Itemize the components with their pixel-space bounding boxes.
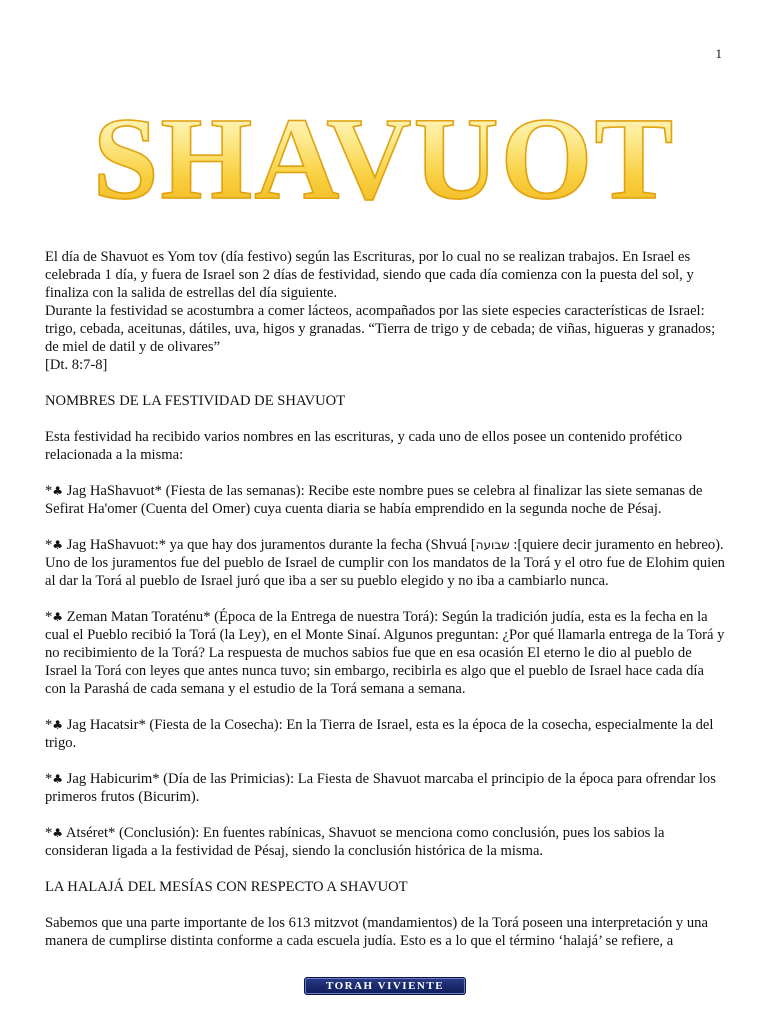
- intro-paragraph: El día de Shavuot es Yom tov (día festivo) según las Escrituras, por lo cual no se realizan trabajos. En Israel es celebrada 1 día, y fuera de Israel son 2 días de festividad, siendo que cada día comienza con la puesta del sol, y finaliza con la salida de estrellas del día siguiente.: [45, 249, 694, 301]
- club-icon: ♣: [52, 538, 64, 552]
- list-item-text: :[quiere decir juramento en hebreo). Uno de los juramentos fue del pueblo de Israel de cumplir con los mandatos de la Torá y el otro fue de Elohim quien al dar la Torá al pueblo de Israel juró que iba a ser su pueblo elegido y no iba a cambiarlo nunca.: [45, 537, 725, 589]
- list-item-text: Zeman Matan Toraténu* (Época de la Entrega de nuestra Torá): Según la tradición judía, esta es la fecha en la cual el Pueblo recibió la Torá (la Ley), en el Monte Sinaí. Algunos preguntan: ¿Por qué llamarla entrega de la Torá y no recibimiento de la Torá? La respuesta de muchos sabios fue que en esa ocasión El eterno le dio al pueblo de Israel la Torá con leyes que antes nunca tuvo; sin embargo, recibirla es algo que el pueblo de Israel hace cada día con la Parashá de cada semana y el estudio de la Torá semana a semana.: [45, 609, 725, 697]
- section-heading-halaja: LA HALAJÁ DEL MESÍAS CON RESPECTO A SHAVUOT: [45, 879, 408, 895]
- club-icon: ♣: [52, 610, 64, 624]
- hebrew-word: שבועה: [475, 538, 510, 552]
- bullet-asterisk: *: [45, 717, 53, 733]
- document-body: [45, 248, 725, 950]
- bullet-asterisk: *: [45, 609, 53, 625]
- names-intro-paragraph: Esta festividad ha recibido varios nombres en las escrituras, y cada uno de ellos posee un contenido profético relacionada a la misma:: [45, 429, 683, 463]
- list-item: [45, 482, 725, 518]
- scripture-reference: [Dt. 8:7-8]: [45, 357, 108, 373]
- list-item-text: Jag HaShavuot* (Fiesta de las semanas): Recibe este nombre pues se celebra al finalizar las siete semanas de Sefirat Ha'omer (Cuenta del Omer) cuya cuenta diaria se había emprendido en la segunda noche de Pésaj.: [45, 483, 703, 517]
- customs-paragraph: Durante la festividad se acostumbra a comer lácteos, acompañados por las siete especies características de Israel: trigo, cebada, aceitunas, dátiles, uva, higos y granadas. “Tierra de trigo y de cebada; de viñas, higueras y granados; de miel de datil y de olivares”: [45, 303, 716, 355]
- bullet-asterisk: *: [45, 537, 53, 553]
- club-icon: ♣: [52, 826, 64, 840]
- list-item-text: Jag Habicurim* (Día de las Primicias): La Fiesta de Shavuot marcaba el principio de la época para ofrendar los primeros frutos (Bicurim).: [45, 771, 716, 805]
- list-item-text: Jag Hacatsir* (Fiesta de la Cosecha): En la Tierra de Israel, esta es la época de la cosecha, especialmente la del trigo.: [45, 717, 714, 751]
- bullet-asterisk: *: [45, 825, 53, 841]
- list-item: [45, 770, 725, 806]
- footer-logo: TORAH VIVIENTE: [304, 977, 466, 995]
- list-item: [45, 716, 725, 752]
- halaja-paragraph: Sabemos que una parte importante de los 613 mitzvot (mandamientos) de la Torá poseen una interpretación y una manera de cumplirse distinta conforme a cada escuela judía. Esto es a lo que el término ‘halajá’ se refiere, a: [45, 915, 708, 949]
- page-number: 1: [715, 46, 722, 61]
- list-item: [45, 608, 725, 698]
- page-title: SHAVUOT: [0, 100, 768, 218]
- list-item: [45, 536, 725, 590]
- section-heading-names: NOMBRES DE LA FESTIVIDAD DE SHAVUOT: [45, 393, 346, 409]
- bullet-asterisk: *: [45, 771, 53, 787]
- club-icon: ♣: [52, 484, 64, 498]
- club-icon: ♣: [52, 718, 64, 732]
- list-item: [45, 824, 725, 860]
- list-item-text: Jag HaShavuot:* ya que hay dos juramentos durante la fecha (Shvuá [: [66, 537, 476, 553]
- bullet-asterisk: *: [45, 483, 53, 499]
- club-icon: ♣: [52, 772, 64, 786]
- list-item-text: Atséret* (Conclusión): En fuentes rabínicas, Shavuot se menciona como conclusión, pues los sabios la consideran ligada a la festividad de Pésaj, siendo la conclusión histórica de la misma.: [45, 825, 665, 859]
